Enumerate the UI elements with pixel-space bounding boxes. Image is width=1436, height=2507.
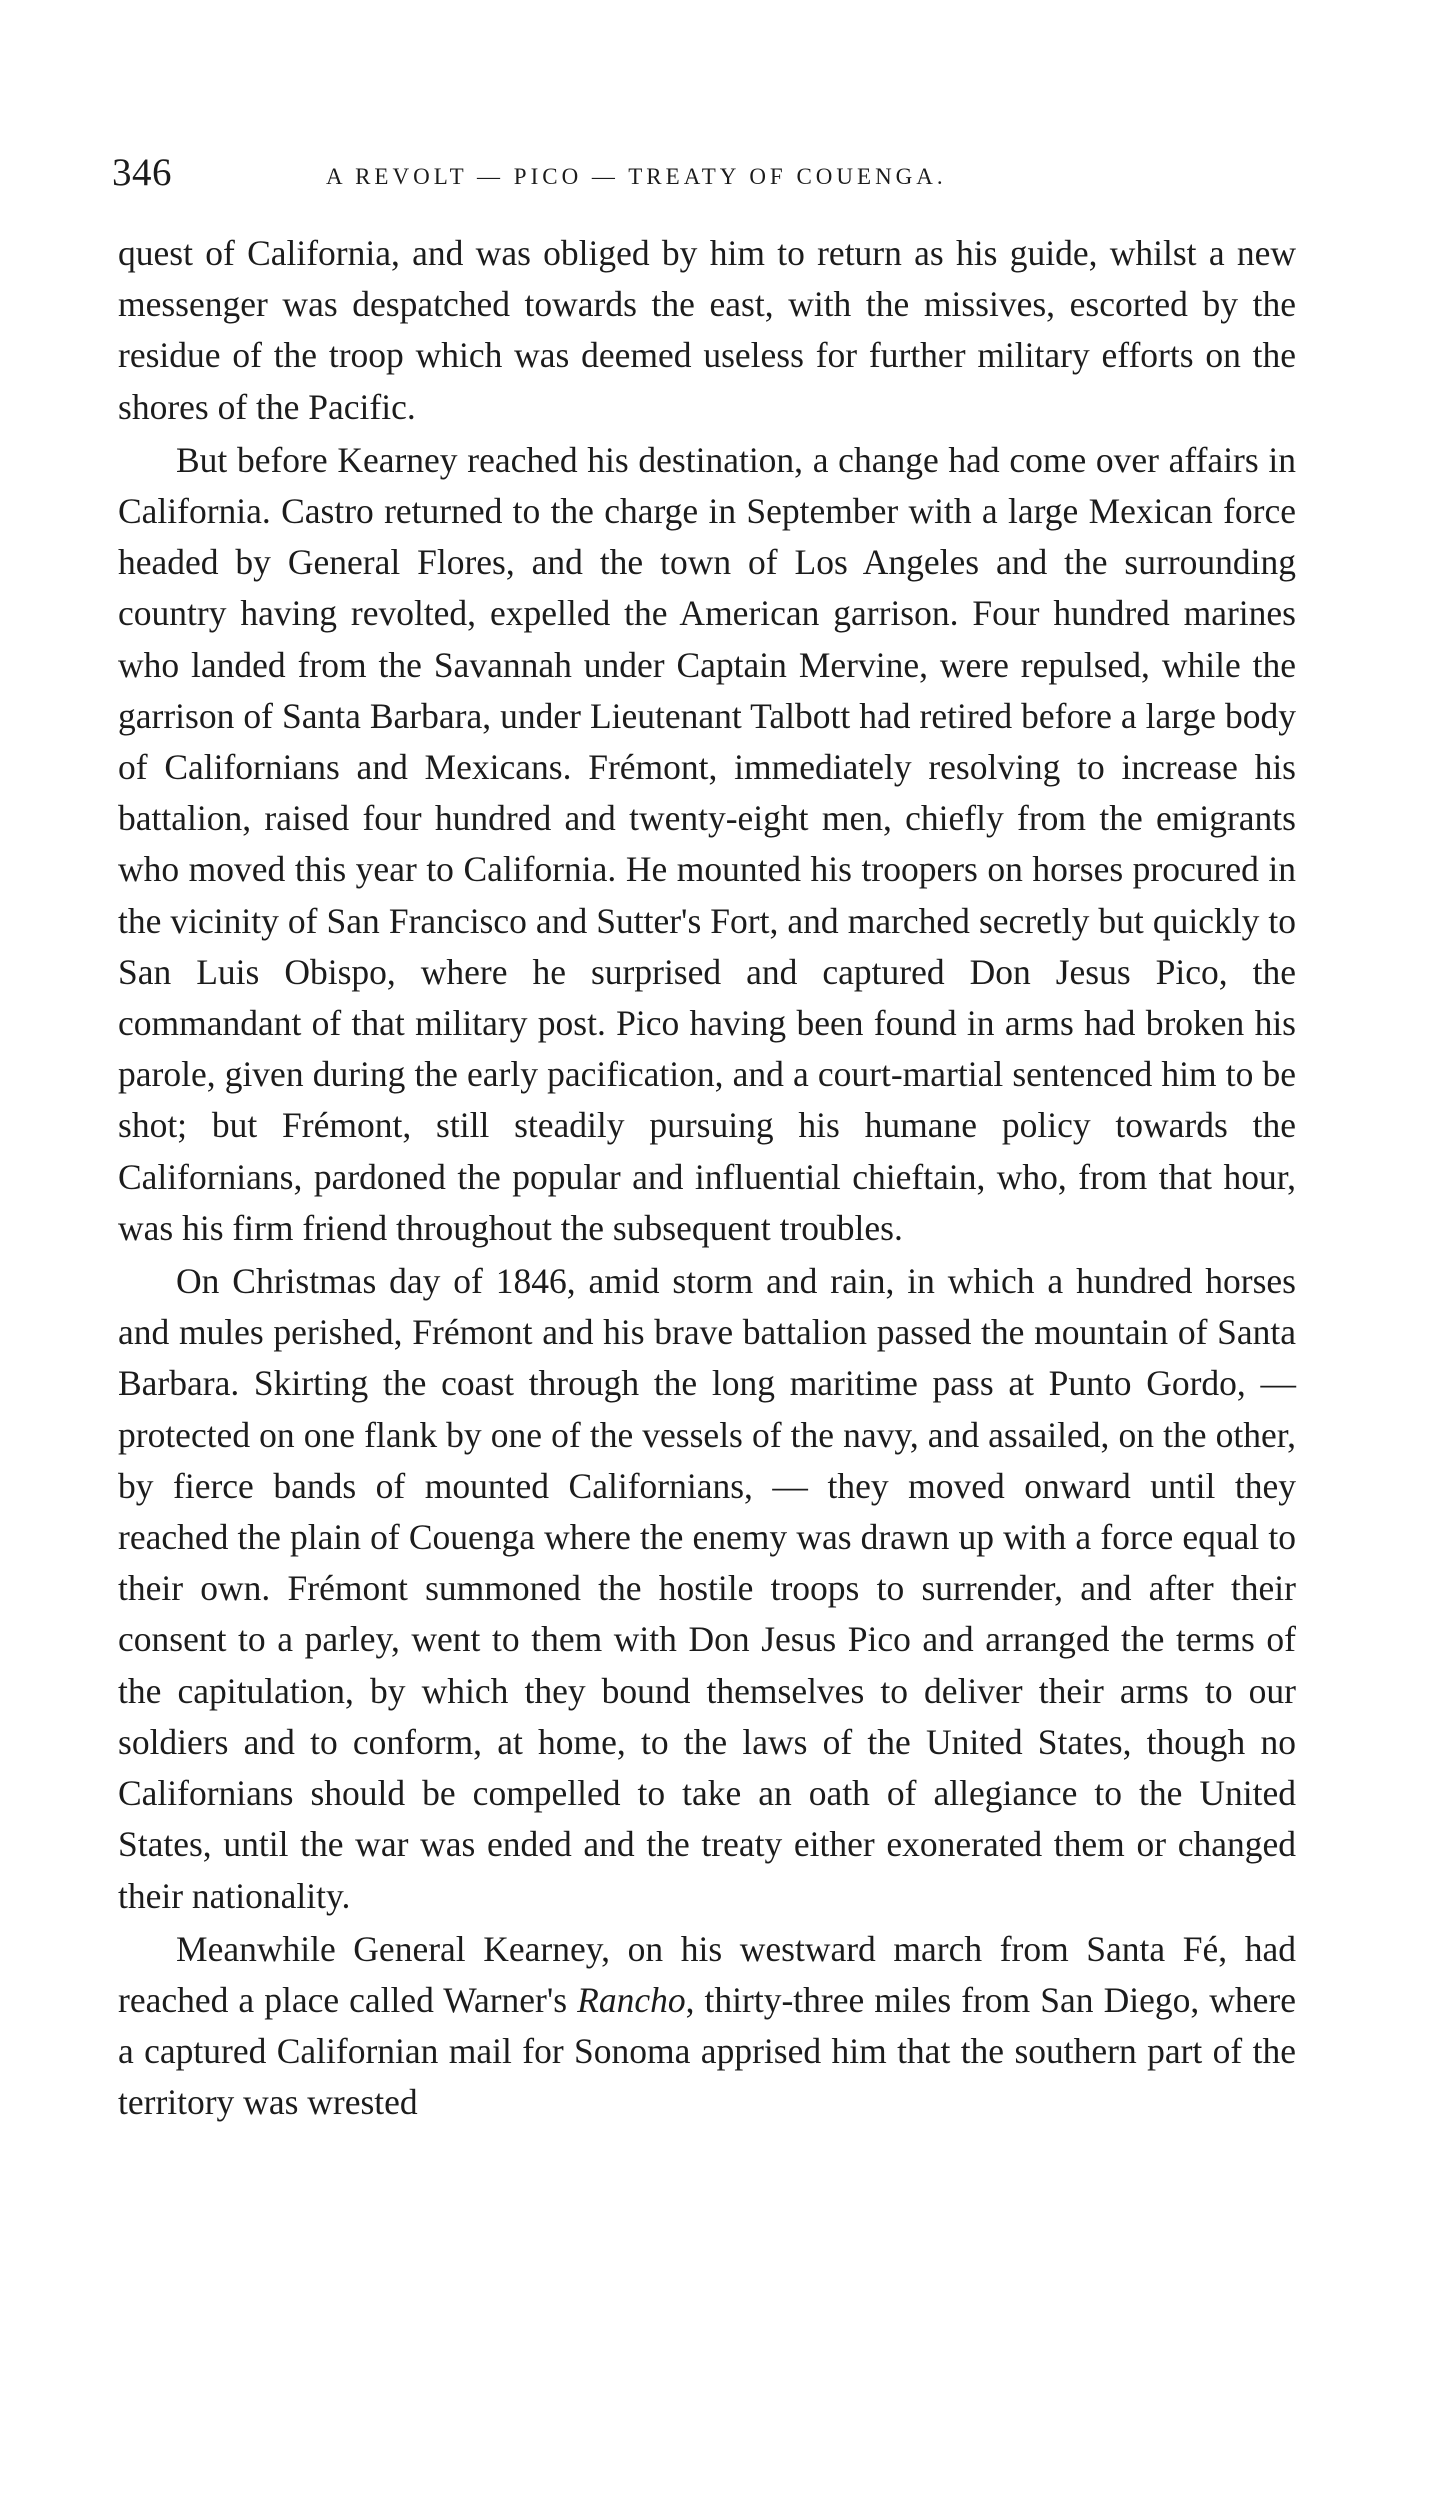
- paragraph-4-text-after: , thirty-three miles from San Diego, where a captured Californian mail for Sonoma apprised him that the southern part of the territory was wrested: [118, 1979, 1297, 2123]
- paragraph-1: quest of California, and was obliged by him to return as his guide, whilst a new messenger was despatched towards the east, with the missives, escorted by the residue of the troop which was deemed useless for further military efforts on the shores of the Pacific.: [118, 233, 1296, 427]
- running-head: A REVOLT — PICO — TREATY OF COUENGA.: [326, 164, 947, 189]
- paragraph-4: [118, 1924, 1296, 2129]
- paragraph-4-text-before: Meanwhile General Kearney, on his westward march from Santa Fé, had reached a place called Warner's: [118, 1928, 1296, 2020]
- paragraph-4-italic: Rancho: [577, 1979, 686, 2020]
- body-text: [118, 228, 1296, 2129]
- page-number: 346: [112, 151, 172, 194]
- paragraph-3: On Christmas day of 1846, amid storm and rain, in which a hundred horses and mules perished, Frémont and his brave battalion passed the mountain of Santa Barbara. Skirting the coast through the long maritime pass at Punto Gordo, — protected on one flank by one of the vessels of the navy, and assailed, on the other, by fierce bands of mounted Californians, — they moved onward until they reached the plain of Couenga where the enemy was drawn up with a force equal to their own. Frémont summoned the hostile troops to surrender, and after their consent to a parley, went to them with Don Jesus Pico and arranged the terms of the capitulation, by which they bound themselves to deliver their arms to our soldiers and to conform, at home, to the laws of the United States, though no Californians should be compelled to take an oath of allegiance to the United States, until the war was ended and the treaty either exonerated them or changed their nationality.: [118, 1261, 1296, 1916]
- page-header: [112, 150, 1312, 200]
- paragraph-2: But before Kearney reached his destination, a change had come over affairs in California. Castro returned to the charge in September with a large Mexican force headed by General Flores, and the town of Los Angeles and the surrounding country having revolted, expelled the American garrison. Four hundred marines who landed from the Savannah under Captain Mervine, were repulsed, while the garrison of Santa Barbara, under Lieutenant Talbott had retired before a large body of Californians and Mexicans. Frémont, immediately resolving to increase his battalion, raised four hundred and twenty-eight men, chiefly from the emigrants who moved this year to California. He mounted his troopers on horses procured in the vicinity of San Francisco and Sutter's Fort, and marched secretly but quickly to San Luis Obispo, where he surprised and captured Don Jesus Pico, the commandant of that military post. Pico having been found in arms had broken his parole, given during the early pacification, and a court-martial sentenced him to be shot; but Frémont, still steadily pursuing his humane policy towards the Californians, pardoned the popular and influential chieftain, who, from that hour, was his firm friend throughout the subsequent troubles.: [118, 439, 1296, 1248]
